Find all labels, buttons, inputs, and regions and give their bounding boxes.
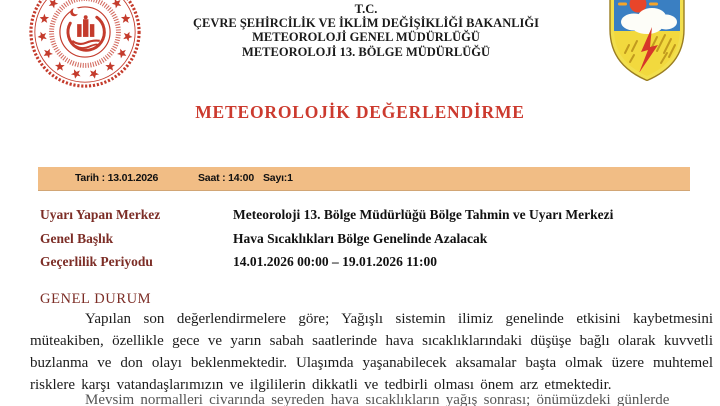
meta-time: Saat : 14:00 xyxy=(198,172,254,184)
info-value: Meteoroloji 13. Bölge Müdürlüğü Bölge Tahmin ve Uyarı Merkezi xyxy=(233,207,614,222)
meta-bar xyxy=(38,167,690,191)
general-situation-paragraph: Yapılan son değerlendirmelere göre; Yağışlı sistemin ilimiz genelinde etkisini kaybetmesini müteakiben, özellikle gece ve yarın sabah saatlerinde hava sıcaklıklarındaki düşüşe bağlı olarak kuvvetli buzlanma ve don olayı beklenmektedir. Ulaşımda yaşanabilecek aksamalar başta olmak üzere muhtemel risklere karşı vatandaşlarımızın ve ilgililerin dikkatli ve tedbirli olması önem arz etmektedir. xyxy=(30,311,713,393)
info-value: Hava Sıcaklıkları Bölge Genelinde Azalacak xyxy=(233,230,488,246)
meta-date: Tarih : 13.01.2026 xyxy=(75,172,159,184)
info-row-validity-period xyxy=(40,250,700,274)
info-table xyxy=(40,203,700,274)
info-label: Uyarı Yapan Merkez xyxy=(40,207,161,222)
letterhead-line-tc: T.C. xyxy=(354,2,378,16)
letterhead-line-ministry: ÇEVRE ŞEHİRCİLİK VE İKLİM DEĞİŞİKLİĞİ BAKANLIĞI xyxy=(192,16,540,31)
letterhead-line-general-directorate: METEOROLOJİ GENEL MÜDÜRLÜĞÜ xyxy=(252,30,480,45)
info-row-general-title xyxy=(40,227,700,251)
section-heading-genel-durum: GENEL DURUM xyxy=(40,291,152,307)
general-situation-paragraph-cutoff: Mevsim normalleri civarında seyreden hava sıcaklıkların yağış sonrası; önümüzdeki günlerde xyxy=(85,392,670,406)
info-row-issuing-center xyxy=(40,203,700,227)
meta-number: Sayı:1 xyxy=(263,172,293,184)
info-label: Genel Başlık xyxy=(40,230,114,246)
document-title: METEOROLOJİK DEĞERLENDİRME xyxy=(195,102,525,122)
letterhead-line-regional-directorate: METEOROLOJİ 13. BÖLGE MÜDÜRLÜĞÜ xyxy=(242,44,490,59)
info-value: 14.01.2026 00:00 – 19.01.2026 11:00 xyxy=(233,254,437,269)
info-label: Geçerlilik Periyodu xyxy=(40,254,153,269)
letterhead xyxy=(0,2,720,59)
